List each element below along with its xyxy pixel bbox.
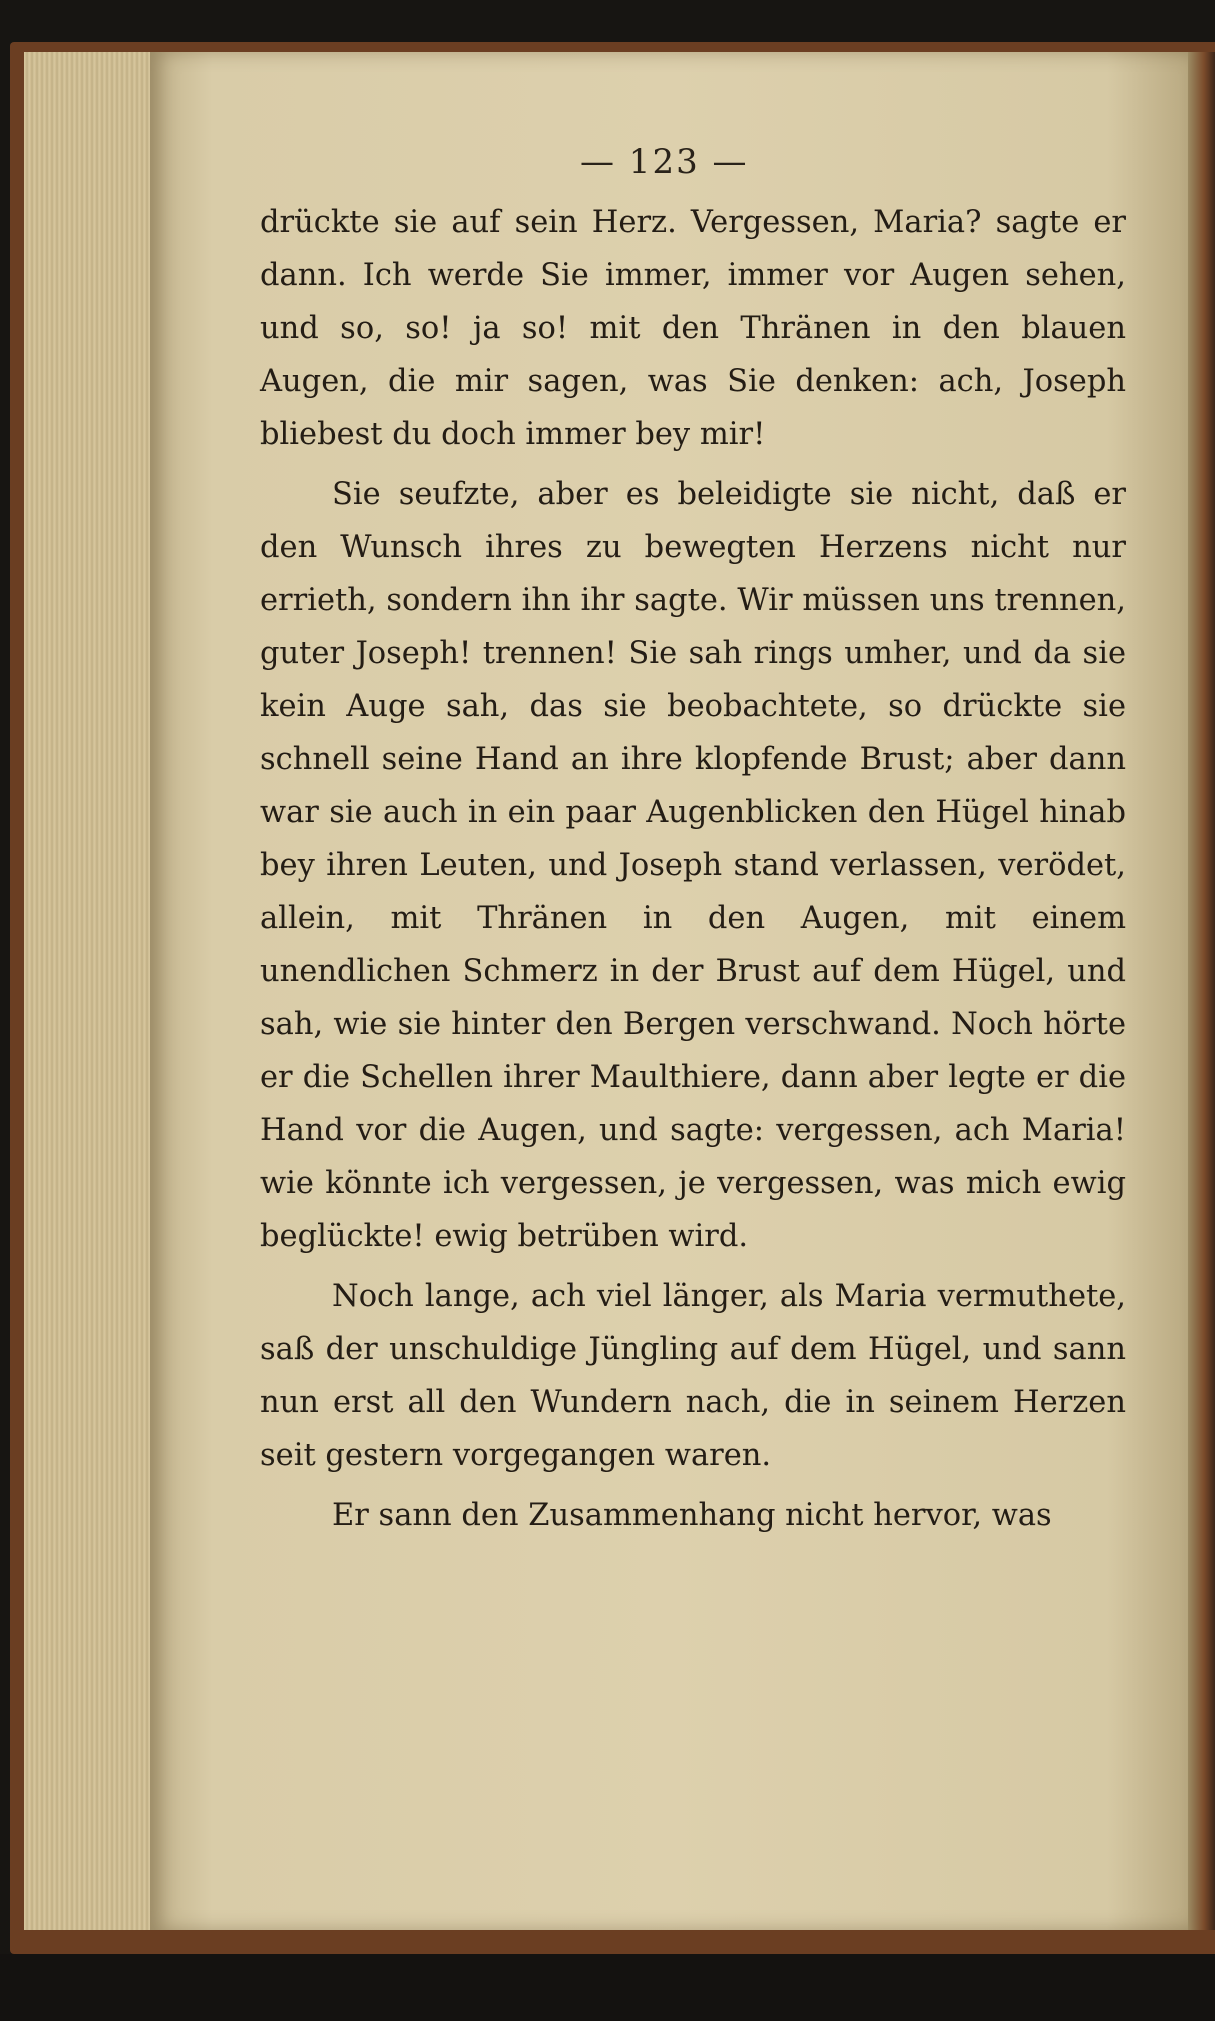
- paragraph-4: Er sann den Zusammenhang nicht hervor, was: [332, 1498, 1052, 1533]
- scan-background: [0, 1954, 1215, 2021]
- page-number: — 123 —: [580, 142, 749, 182]
- body-text: [260, 196, 1126, 1549]
- book-spine-edge: [1188, 52, 1215, 1930]
- paragraph-2: Sie seufzte, aber es beleidigte sie nicht, daß er den Wunsch ihres zu bewegten Herzens nicht nur errieth, sondern ihn ihr sagte. Wir müssen uns trennen, guter Joseph! trennen! Sie sah rings umher, und da sie kein Auge sah, das sie beobachtete, so drückte sie schnell seine Hand an ihre klopfende Brust; aber dann war sie auch in ein paar Augenblicken den Hügel hinab bey ihren Leuten, und Joseph stand verlassen, verödet, allein, mit Thränen in den Augen, mit einem unendlichen Schmerz in der Brust auf dem Hügel, und sah, wie sie hinter den Bergen verschwand. Noch hörte er die Schellen ihrer Maulthiere, dann aber legte er die Hand vor die Augen, und sagte: vergessen, ach Maria! wie könnte ich vergessen, je vergessen, was mich ewig beglückte! ewig betrüben wird.: [260, 477, 1126, 1254]
- paragraph-3: Noch lange, ach viel länger, als Maria vermuthete, saß der unschuldige Jüngling auf dem Hügel, und sann nun erst all den Wundern nach, die in seinem Herzen seit gestern vorgegangen waren.: [260, 1279, 1126, 1473]
- paragraph-1: drückte sie auf sein Herz. Vergessen, Maria? sagte er dann. Ich werde Sie immer, immer vor Augen sehen, und so, so! ja so! mit den Thränen in den blauen Augen, die mir sagen, was Sie denken: ach, Joseph bliebest du doch immer bey mir!: [260, 205, 1126, 452]
